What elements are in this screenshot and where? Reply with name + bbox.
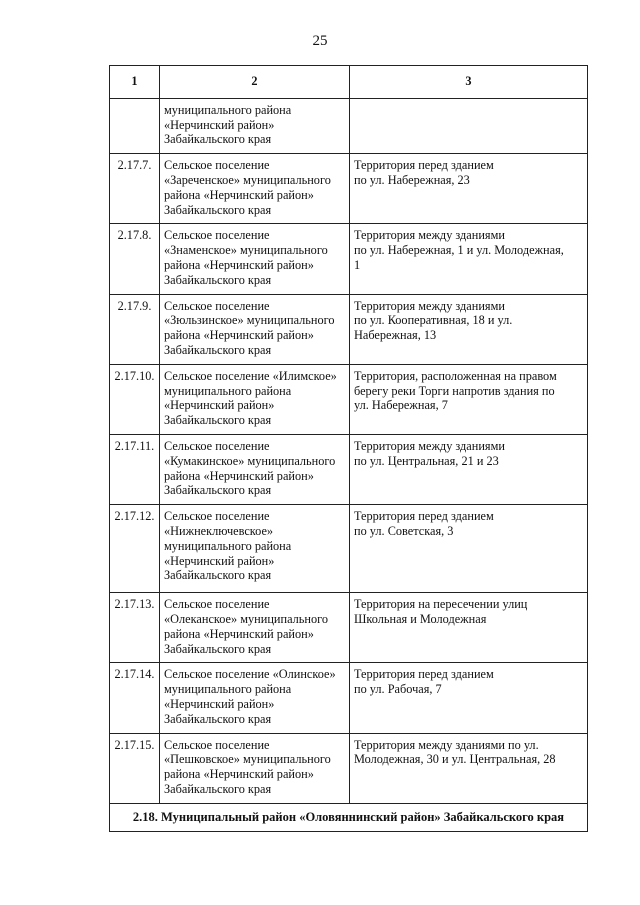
cell-text-line: «Нерчинский район» [164,398,275,413]
cell-text-line: по ул. Кооперативная, 18 и ул. [354,313,513,328]
cell-text-line: Школьная и Молодежная [354,611,487,626]
territory-cell [350,154,588,224]
cell-text-line: Территория перед зданием [354,158,494,173]
territory-cell [350,593,588,663]
settlement-cell [160,224,350,294]
table-row [110,224,588,294]
cell-text-line: Сельское поселение «Илимское» [164,368,337,383]
row-number: 2.17.14. [110,663,160,733]
territory-cell [350,505,588,593]
cell-text-line: района «Нерчинский район» [164,767,314,782]
cell-text-line: «Зюльзинское» муниципального [164,313,335,328]
cell-text-line: Территория между зданиями по ул. [354,737,539,752]
cell-text-line: Территория перед зданием [354,509,494,524]
settlement-cell [160,505,350,593]
section-heading: 2.18. Муниципальный район «Оловяннинский район» Забайкальского края [110,803,588,832]
cell-text-line: Территория, расположенная на правом [354,368,557,383]
cell-text-line: «Кумакинское» муниципального [164,453,336,468]
cell-text-line: «Знаменское» муниципального [164,243,328,258]
cell-text-line: ул. Набережная, 7 [354,398,448,413]
territory-cell [350,733,588,803]
territory-cell [350,663,588,733]
cell-text-line: Забайкальского края [164,202,272,217]
row-number [110,98,160,153]
settlement-cell [160,154,350,224]
cell-text-line: по ул. Советская, 3 [354,523,454,538]
column-header: 3 [350,66,588,99]
cell-text-line: Территория между зданиями [354,298,505,313]
table-row [110,98,588,153]
cell-text-line: Сельское поселение «Олинское» [164,667,336,682]
cell-text-line: Набережная, 13 [354,328,437,343]
table-row [110,364,588,434]
settlement-cell [160,364,350,434]
cell-text-line: по ул. Центральная, 21 и 23 [354,453,499,468]
cell-text-line: Забайкальского края [164,483,272,498]
cell-text-line: Забайкальского края [164,568,272,583]
cell-text-line: муниципального района [164,538,292,553]
table-row [110,593,588,663]
section-heading-row [110,803,588,832]
cell-text-line: муниципального района [164,102,292,117]
cell-text-line: Молодежная, 30 и ул. Центральная, 28 [354,752,556,767]
cell-text-line: Забайкальского края [164,641,272,656]
settlement-cell [160,294,350,364]
table-row [110,434,588,504]
cell-text-line: «Нерчинский район» [164,553,275,568]
table-row [110,733,588,803]
cell-text-line: «Зареченское» муниципального [164,172,331,187]
cell-text-line: Забайкальского края [164,413,272,428]
cell-text-line: «Пешковское» муниципального [164,752,331,767]
table-header-row [110,66,588,99]
territory-cell [350,98,588,153]
cell-text-line: «Нижнеключевское» [164,523,274,538]
cell-text-line: Забайкальского края [164,711,272,726]
table-row [110,294,588,364]
row-number: 2.17.7. [110,154,160,224]
cell-text-line: муниципального района [164,682,292,697]
settlement-cell [160,98,350,153]
cell-text-line: Сельское поселение [164,228,270,243]
table-row [110,505,588,593]
cell-text-line: Сельское поселение [164,298,270,313]
row-number: 2.17.8. [110,224,160,294]
cell-text-line: Территория между зданиями [354,228,505,243]
settlements-table [109,65,588,832]
cell-text-line: Сельское поселение [164,158,270,173]
cell-text-line: Забайкальского края [164,342,272,357]
settlement-cell [160,663,350,733]
column-header: 2 [160,66,350,99]
cell-text-line: «Нерчинский район» [164,696,275,711]
cell-text-line: Территория перед зданием [354,667,494,682]
settlement-cell [160,593,350,663]
territory-cell [350,294,588,364]
cell-text-line: Сельское поселение [164,597,270,612]
cell-text-line: «Нерчинский район» [164,117,275,132]
settlement-cell [160,434,350,504]
page-number: 25 [312,33,328,49]
cell-text-line: Забайкальского края [164,272,272,287]
territory-cell [350,224,588,294]
cell-text-line: берегу реки Торги напротив здания по [354,383,555,398]
cell-text-line: «Олеканское» муниципального [164,611,328,626]
cell-text-line: района «Нерчинский район» [164,626,314,641]
row-number: 2.17.15. [110,733,160,803]
cell-text-line: района «Нерчинский район» [164,257,314,272]
cell-text-line: Территория на пересечении улиц [354,597,528,612]
cell-text-line: муниципального района [164,383,292,398]
cell-text-line: Территория между зданиями [354,438,505,453]
column-header: 1 [110,66,160,99]
table-row [110,154,588,224]
cell-text-line: 1 [354,257,361,272]
row-number: 2.17.12. [110,505,160,593]
cell-text-line: района «Нерчинский район» [164,468,314,483]
cell-text-line: Сельское поселение [164,737,270,752]
table-body [110,98,588,832]
cell-text-line: Сельское поселение [164,509,270,524]
cell-text-line: Сельское поселение [164,438,270,453]
cell-text-line: по ул. Рабочая, 7 [354,682,442,697]
row-number: 2.17.10. [110,364,160,434]
row-number: 2.17.9. [110,294,160,364]
cell-text-line: Забайкальского края [164,132,272,147]
cell-text-line: по ул. Набережная, 1 и ул. Молодежная, [354,243,564,258]
cell-text-line: по ул. Набережная, 23 [354,172,470,187]
row-number: 2.17.11. [110,434,160,504]
cell-text-line: Забайкальского края [164,781,272,796]
row-number: 2.17.13. [110,593,160,663]
settlement-cell [160,733,350,803]
territory-cell [350,434,588,504]
cell-text-line: района «Нерчинский район» [164,187,314,202]
cell-text-line: района «Нерчинский район» [164,328,314,343]
territory-cell [350,364,588,434]
table-row [110,663,588,733]
